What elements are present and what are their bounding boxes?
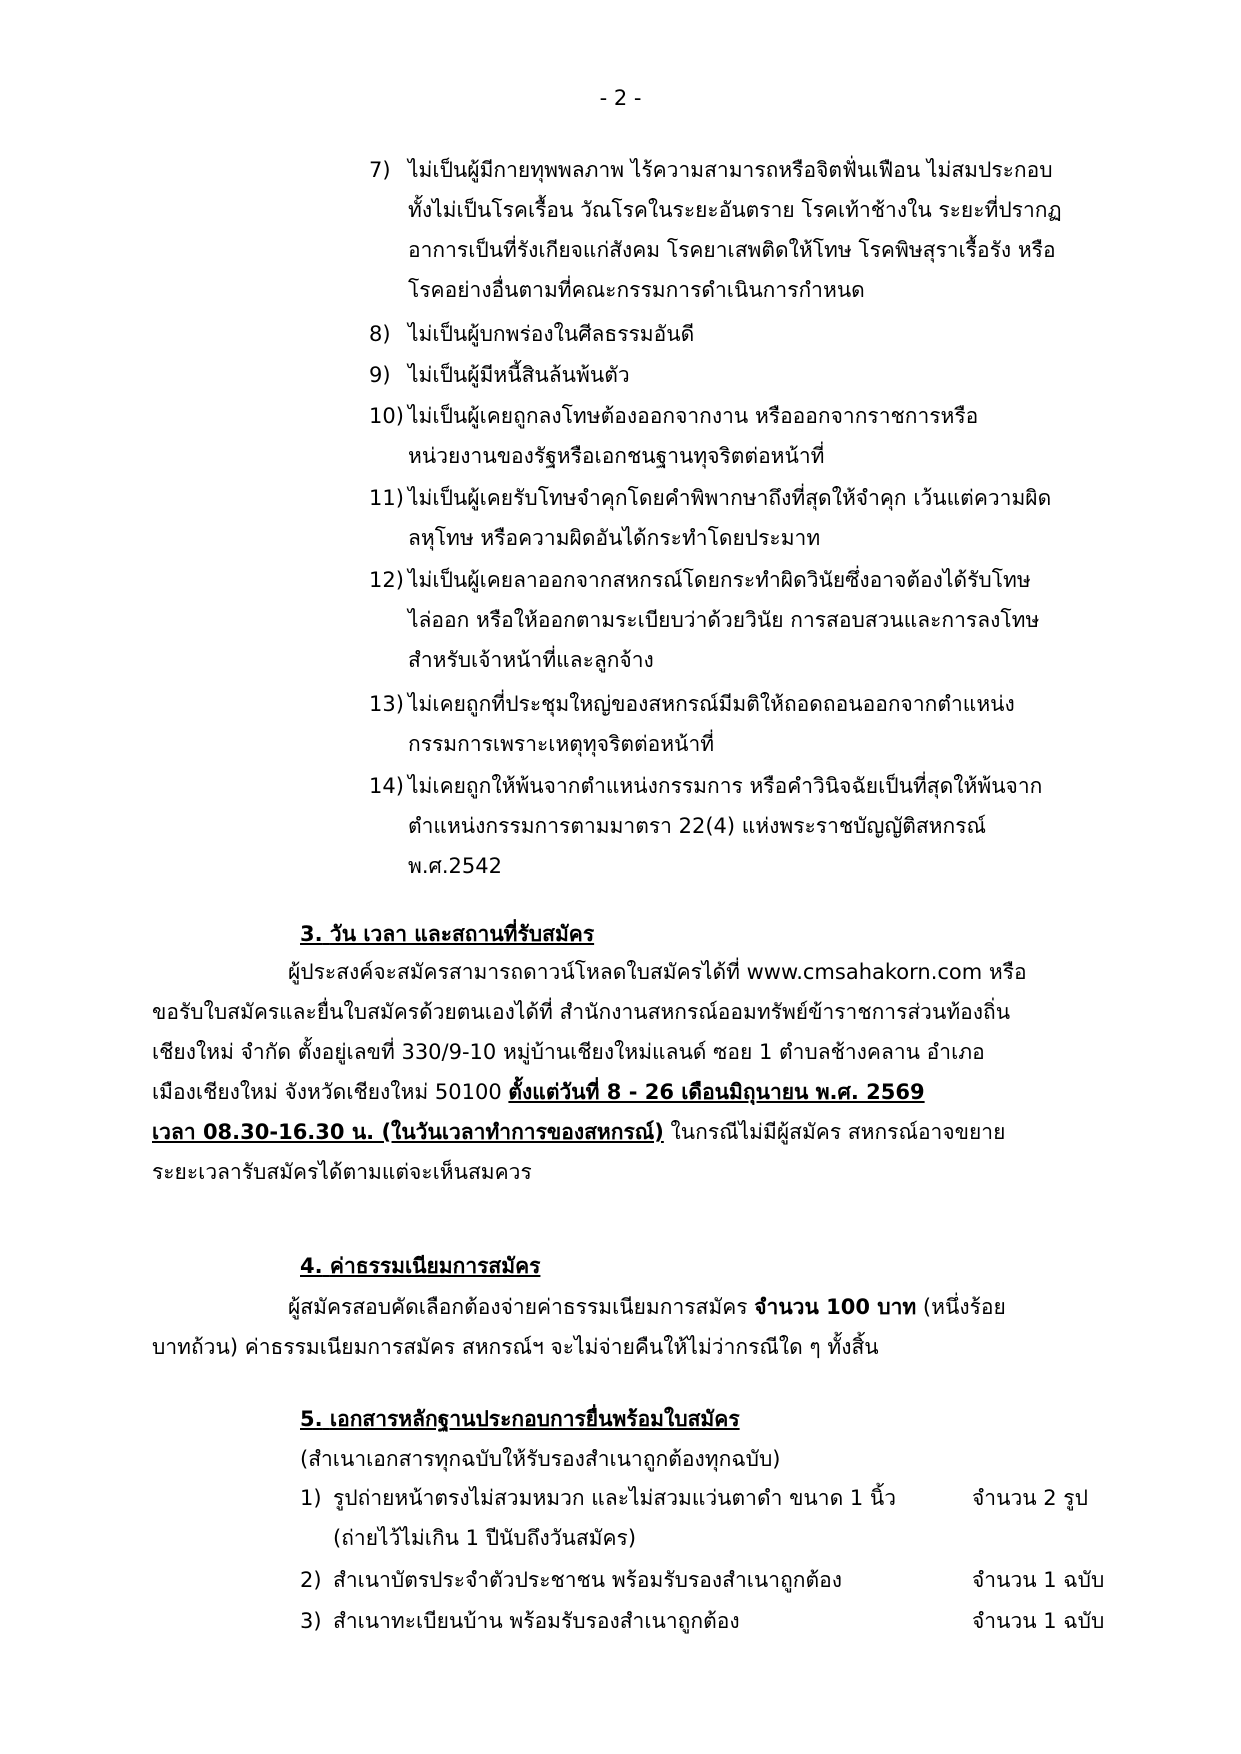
item-text: ไม่เคยถูกที่ประชุมใหญ่ของสหกรณ์มีมติให้ถอดถอนออกจากตำแหน่ง กรรมการเพราะเหตุทุจริตต่อหน้าที่: [408, 692, 1015, 756]
item-number: 14): [369, 774, 404, 798]
section-heading: 5. เอกสารหลักฐานประกอบการยื่นพร้อมใบสมัคร: [300, 1407, 740, 1431]
item-number: 1): [300, 1486, 322, 1510]
item-text: ไม่เคยถูกให้พ้นจากตำแหน่งกรรมการ หรือคำวินิจฉัยเป็นที่สุดให้พ้นจาก ตำแหน่งกรรมการตามมาตรา 22(4) แห่งพระราชบัญญัติสหกรณ์ พ.ศ.2542: [408, 774, 1043, 878]
item-number: 11): [369, 486, 404, 510]
item-number: 9): [369, 363, 391, 387]
item-number: 8): [369, 322, 391, 346]
section-paragraph: ผู้สมัครสอบคัดเลือกต้องจ่ายค่าธรรมเนียมการสมัคร จำนวน 100 บาท (หนึ่งร้อย บาทถ้วน) ค่าธรรมเนียมการสมัคร สหกรณ์ฯ จะไม่จ่ายคืนให้ไม่ว่ากรณีใด ๆ ทั้งสิ้น: [152, 1295, 1006, 1359]
item-text: รูปถ่ายหน้าตรงไม่สวมหมวก และไม่สวมแว่นตาดำ ขนาด 1 นิ้ว: [333, 1486, 897, 1510]
item-quantity: จำนวน 2 รูป: [972, 1486, 1088, 1510]
item-text: ไม่เป็นผู้บกพร่องในศีลธรรมอันดี: [408, 322, 695, 346]
page-number: - 2 -: [599, 86, 642, 110]
item-number: 10): [369, 404, 404, 428]
item-number: 12): [369, 568, 404, 592]
item-text: ไม่เป็นผู้มีกายทุพพลภาพ ไร้ความสามารถหรือจิตฟั่นเฟือน ไม่สมประกอบ ทั้งไม่เป็นโรคเรื้อน วัณโรคในระยะอันตราย โรคเท้าช้างใน ระยะที่ปรากฏ อาการเป็นที่รังเกียจแก่สังคม โรคยาเสพติดให้โทษ โรคพิษสุราเรื้อรัง หรือ โรคอย่างอื่นตามที่คณะกรรมการดำเนินการกำหนด: [408, 158, 1062, 302]
item-text: ไม่เป็นผู้เคยถูกลงโทษต้องออกจากงาน หรือออกจากราชการหรือ หน่วยงานของรัฐหรือเอกชนฐานทุจริตต่อหน้าที่: [408, 404, 979, 468]
item-text: สำเนาทะเบียนบ้าน พร้อมรับรองสำเนาถูกต้อง: [333, 1609, 740, 1633]
section-heading: 3. วัน เวลา และสถานที่รับสมัคร: [300, 922, 595, 946]
item-number: 7): [369, 158, 391, 182]
section-heading: 4. ค่าธรรมเนียมการสมัคร: [300, 1254, 541, 1278]
item-number: 3): [300, 1609, 322, 1633]
item-text: สำเนาบัตรประจำตัวประชาชน พร้อมรับรองสำเนาถูกต้อง: [333, 1568, 843, 1592]
item-text: ไม่เป็นผู้เคยรับโทษจำคุกโดยคำพิพากษาถึงที่สุดให้จำคุก เว้นแต่ความผิด ลหุโทษ หรือความผิดอันได้กระทำโดยประมาท: [408, 486, 1052, 550]
item-quantity: จำนวน 1 ฉบับ: [972, 1609, 1105, 1633]
item-text: ไม่เป็นผู้เคยลาออกจากสหกรณ์โดยกระทำผิดวินัยซึ่งอาจต้องได้รับโทษ ไล่ออก หรือให้ออกตามระเบียบว่าด้วยวินัย การสอบสวนและการลงโทษ สำหรับเจ้าหน้าที่และลูกจ้าง: [408, 568, 1040, 672]
section-paragraph: ผู้ประสงค์จะสมัครสามารถดาวน์โหลดใบสมัครได้ที่ www.cmsahakorn.com หรือ ขอรับใบสมัครและยื่นใบสมัครด้วยตนเองได้ที่ สำนักงานสหกรณ์ออมทรัพย์ข้าราชการส่วนท้องถิ่น เชียงใหม่ จำกัด ตั้งอยู่เลขที่ 330/9-10 หมู่บ้านเชียงใหม่แลนด์ ซอย 1 ตำบลช้างคลาน อำเภอ เมืองเชียงใหม่ จังหวัดเชียงใหม่ 50100 ตั้งแต่วันที่ 8 - 26 เดือนมิถุนายน พ.ศ. 2569 เวลา 08.30-16.30 น. (ในวันเวลาทำการของสหกรณ์) ในกรณีไม่มีผู้สมัคร สหกรณ์อาจขยาย ระยะเวลารับสมัครได้ตามแต่จะเห็นสมควร: [152, 960, 1027, 1184]
item-quantity: จำนวน 1 ฉบับ: [972, 1568, 1105, 1592]
item-text: ไม่เป็นผู้มีหนี้สินล้นพ้นตัว: [408, 363, 630, 387]
item-number: 2): [300, 1568, 322, 1592]
section-note: (สำเนาเอกสารทุกฉบับให้รับรองสำเนาถูกต้องทุกฉบับ): [300, 1447, 781, 1471]
item-number: 13): [369, 692, 404, 716]
item-subtext: (ถ่ายไว้ไม่เกิน 1 ปีนับถึงวันสมัคร): [333, 1526, 637, 1550]
